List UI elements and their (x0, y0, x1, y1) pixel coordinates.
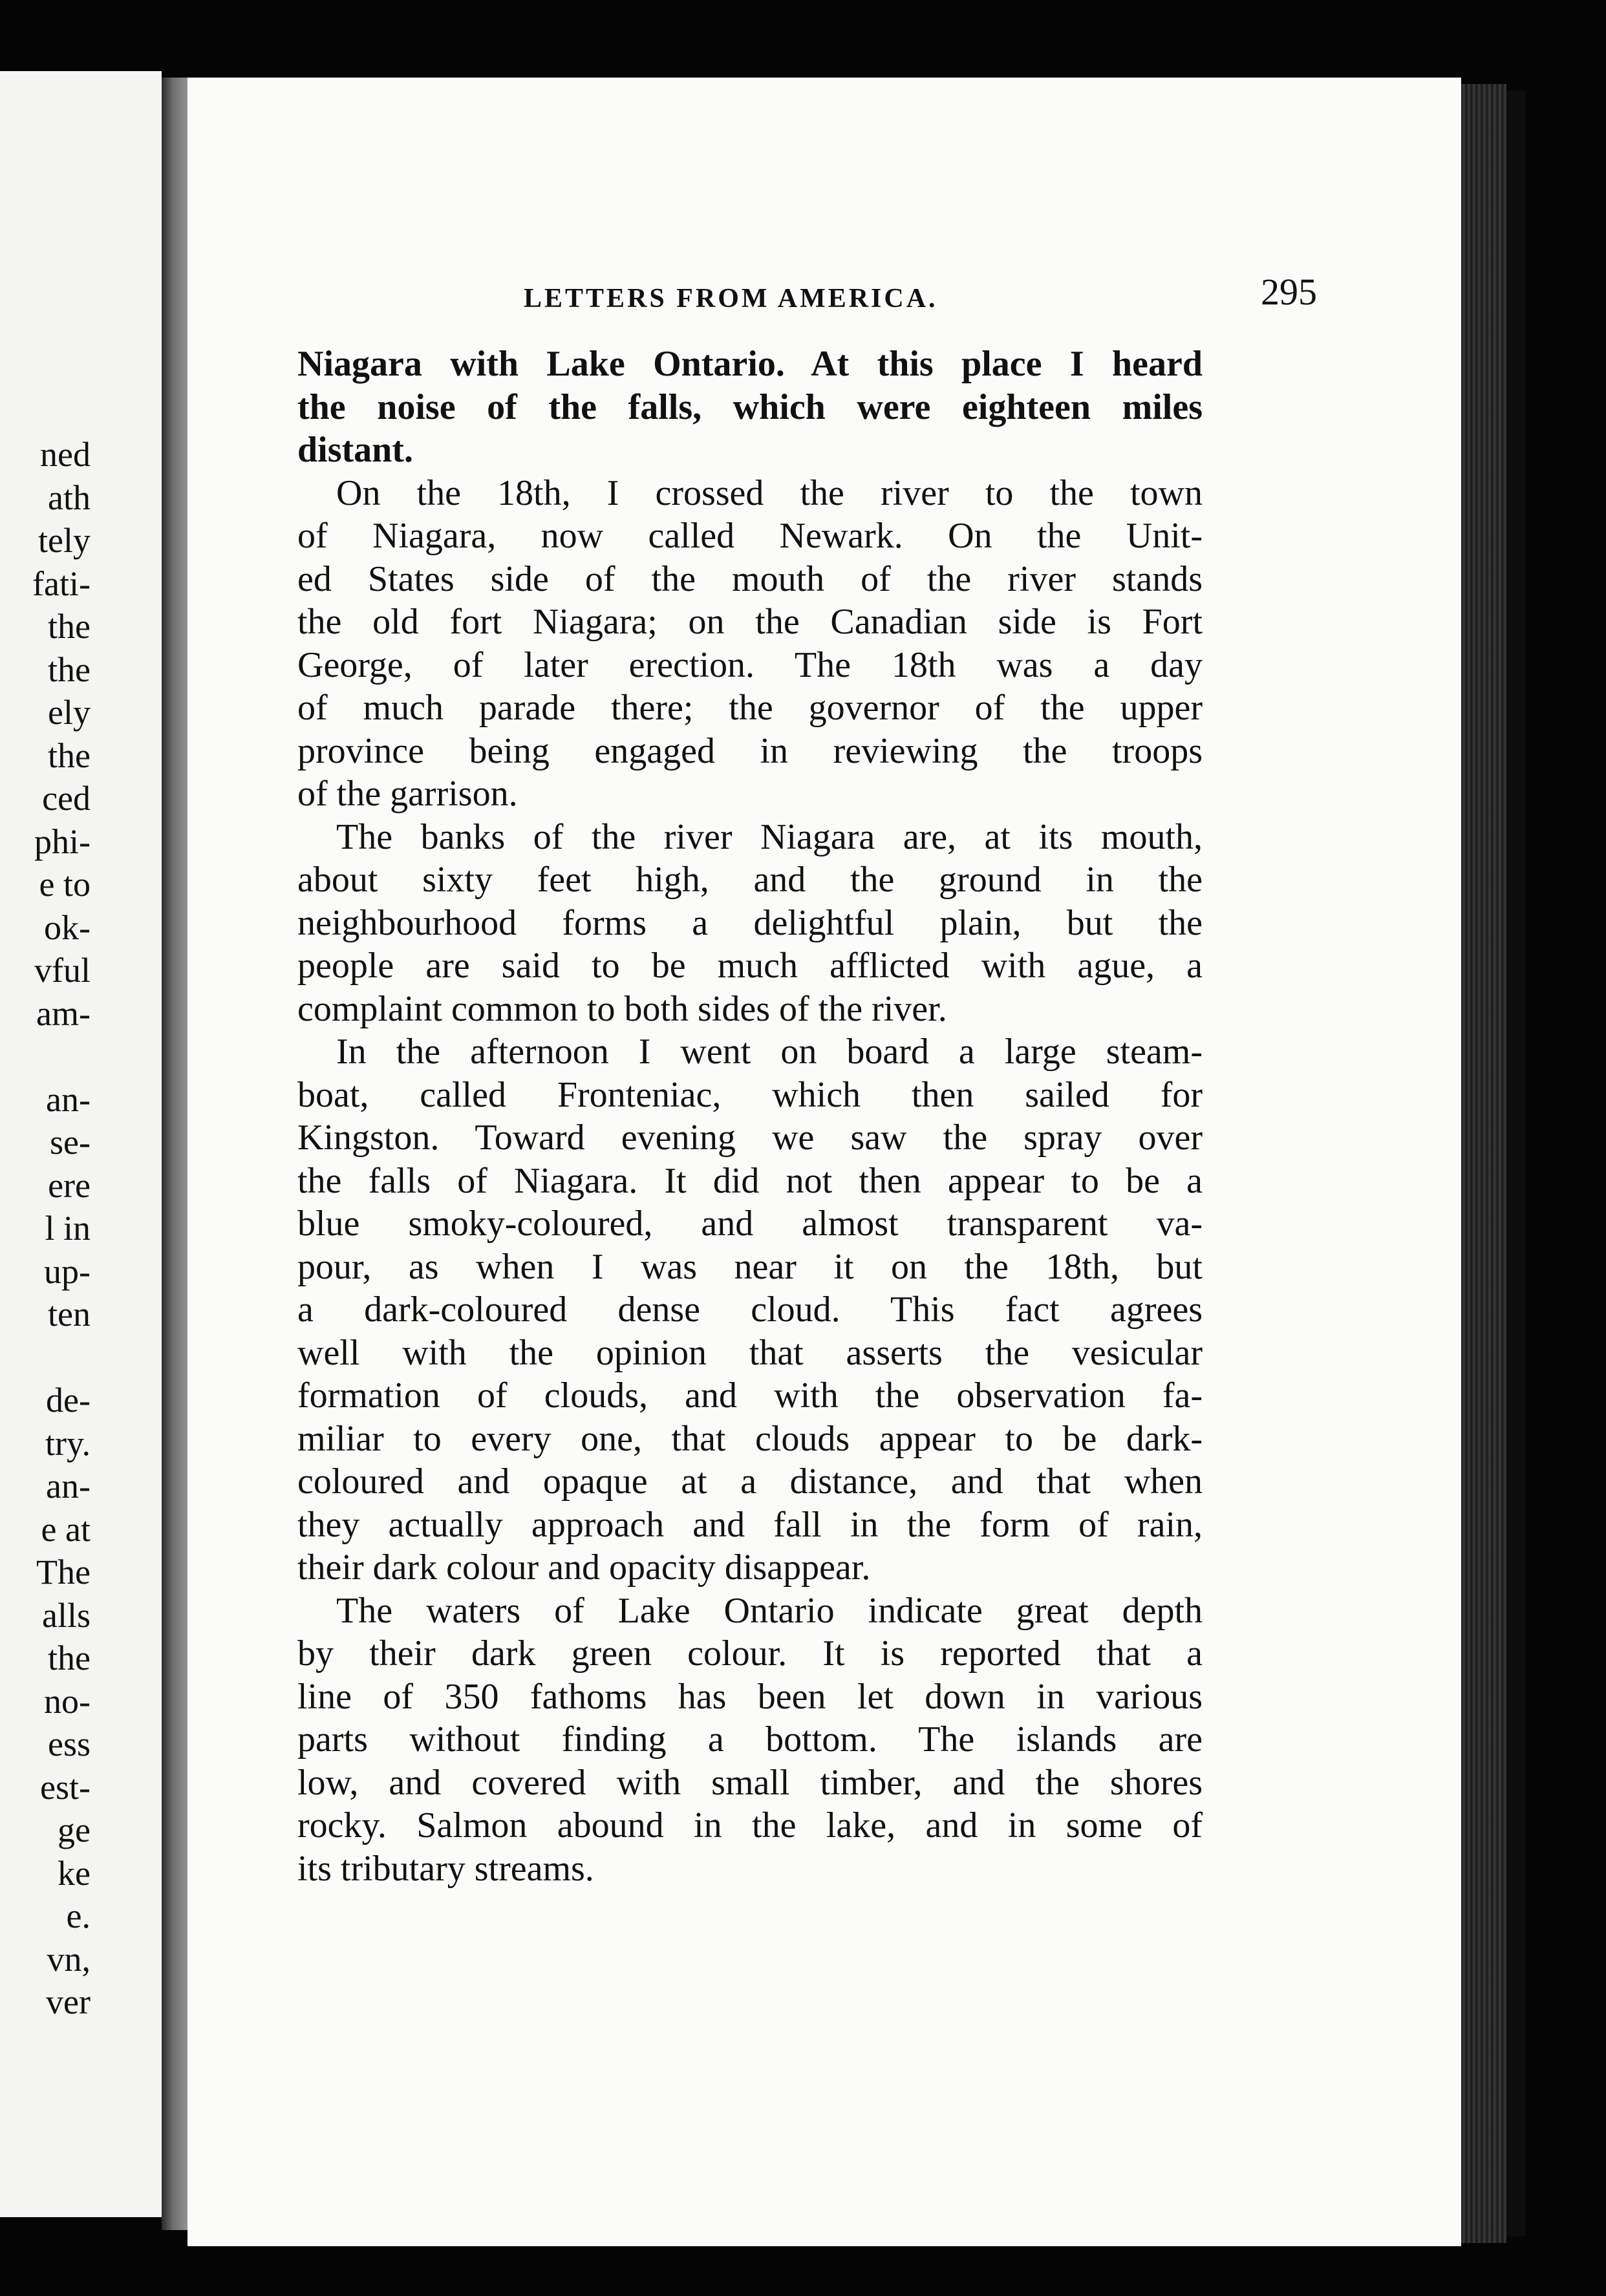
text-line: George, of later erection. The 18th was a day (297, 644, 1203, 685)
text-line: coloured and opaque at a distance, and that when (297, 1462, 1203, 1502)
left-page-fragment: ge (58, 1811, 91, 1849)
text-line: the noise of the falls, which were eighteen miles (297, 387, 1203, 427)
left-page-fragment (0, 1035, 91, 1078)
text-line: the falls of Niagara. It did not then appear to be a (297, 1160, 1203, 1201)
text-line: of Niagara, now called Newark. On the Unit- (297, 516, 1203, 556)
left-page-fragment: the (48, 1639, 91, 1677)
left-page-fragment: ath (48, 478, 91, 517)
left-page-fragment: e to (39, 865, 91, 904)
left-page-fragment: vful (34, 951, 91, 990)
text-line: province being engaged in reviewing the troops (297, 730, 1203, 771)
left-page-fragment: se- (50, 1123, 91, 1162)
left-page-fragment: an- (46, 1467, 91, 1505)
left-page-fragment: e. (66, 1897, 91, 1935)
left-page-fragment: ok- (44, 908, 91, 947)
text-line: a dark-coloured dense cloud. This fact agrees (297, 1290, 1203, 1330)
text-line: ed States side of the mouth of the river stands (297, 558, 1203, 599)
left-page-fragment: ely (48, 693, 91, 732)
text-line: Niagara with Lake Ontario. At this place I heard (297, 344, 1203, 384)
text-line: well with the opinion that asserts the vesicular (297, 1332, 1203, 1373)
left-facing-page (0, 71, 162, 2217)
text-line: the old fort Niagara; on the Canadian side is Fort (297, 602, 1203, 642)
text-line: parts without finding a bottom. The islands are (297, 1719, 1203, 1759)
text-line: low, and covered with small timber, and the shores (297, 1762, 1203, 1803)
text-line: blue smoky-coloured, and almost transparent va- (297, 1204, 1203, 1244)
left-page-fragment: the (48, 736, 91, 775)
text-line: by their dark green colour. It is reported that a (297, 1633, 1203, 1674)
text-line: boat, called Fronteniac, which then sailed for (297, 1074, 1203, 1115)
text-line: On the 18th, I crossed the river to the town (336, 473, 1203, 513)
left-page-fragment: an- (46, 1079, 91, 1119)
text-line: of much parade there; the governor of the upper (297, 688, 1203, 728)
book-gutter (162, 78, 190, 2230)
paragraph (297, 1030, 1203, 1589)
left-page-fragment: the (48, 650, 91, 689)
text-line: formation of clouds, and with the observation fa- (297, 1376, 1203, 1416)
left-page-fragment (0, 1336, 91, 1379)
text-line: complaint common to both sides of the river. (297, 988, 947, 1029)
text-line: its tributary streams. (297, 1848, 594, 1889)
page-edges (1461, 84, 1506, 2243)
left-page-fragment: fati- (32, 564, 91, 603)
text-line: distant. (297, 430, 413, 470)
left-page-fragment: ned (40, 435, 91, 474)
left-page-text-fragments (0, 433, 91, 2024)
left-page-fragment: ere (48, 1165, 91, 1205)
left-page-fragment: ced (42, 779, 91, 818)
left-page-fragment: no- (44, 1681, 91, 1721)
left-page-fragment: The (36, 1553, 91, 1591)
left-page-fragment: e at (41, 1509, 91, 1549)
text-line: miliar to every one, that clouds appear to be dark- (297, 1418, 1203, 1459)
left-page-fragment: the (48, 607, 91, 646)
page-number: 295 (1261, 271, 1317, 313)
left-page-fragment: vn, (47, 1939, 91, 1979)
left-page-fragment: am- (36, 994, 91, 1033)
paragraph (297, 816, 1203, 1031)
body-text (297, 343, 1203, 1890)
text-line: The waters of Lake Ontario indicate great depth (336, 1590, 1203, 1631)
left-page-fragment: l in (45, 1209, 91, 1248)
text-line: they actually approach and fall in the form of rain, (297, 1504, 1203, 1545)
left-page-fragment: ver (46, 1982, 91, 2021)
paragraph (297, 472, 1203, 816)
text-line: In the afternoon I went on board a large steam- (336, 1032, 1203, 1072)
text-line: The banks of the river Niagara are, at its mouth, (336, 816, 1203, 857)
left-page-fragment: tely (38, 521, 91, 560)
left-page-fragment: ten (48, 1295, 91, 1334)
text-line: people are said to be much afflicted with ague, a (297, 946, 1203, 986)
left-page-fragment: try. (45, 1423, 91, 1463)
paragraph (297, 343, 1203, 472)
running-head: LETTERS FROM AMERICA. (524, 284, 938, 314)
book-cover-edge (1506, 90, 1526, 2237)
text-line: Kingston. Toward evening we saw the spray over (297, 1118, 1203, 1158)
left-page-fragment: up- (44, 1251, 91, 1291)
text-line: line of 350 fathoms has been let down in various (297, 1676, 1203, 1717)
text-line: of the garrison. (297, 774, 518, 814)
left-page-fragment: ess (48, 1725, 91, 1763)
text-line: their dark colour and opacity disappear. (297, 1547, 871, 1588)
left-page-fragment: de- (46, 1381, 91, 1419)
left-page-fragment: est- (40, 1767, 91, 1807)
text-line: about sixty feet high, and the ground in the (297, 860, 1203, 900)
left-page-fragment: phi- (34, 822, 91, 861)
paragraph (297, 1589, 1203, 1891)
text-line: rocky. Salmon abound in the lake, and in some of (297, 1805, 1203, 1845)
text-line: neighbourhood forms a delightful plain, but the (297, 902, 1203, 943)
text-line: pour, as when I was near it on the 18th, but (297, 1246, 1203, 1287)
left-page-fragment: ke (58, 1853, 91, 1893)
left-page-fragment: alls (42, 1595, 91, 1635)
